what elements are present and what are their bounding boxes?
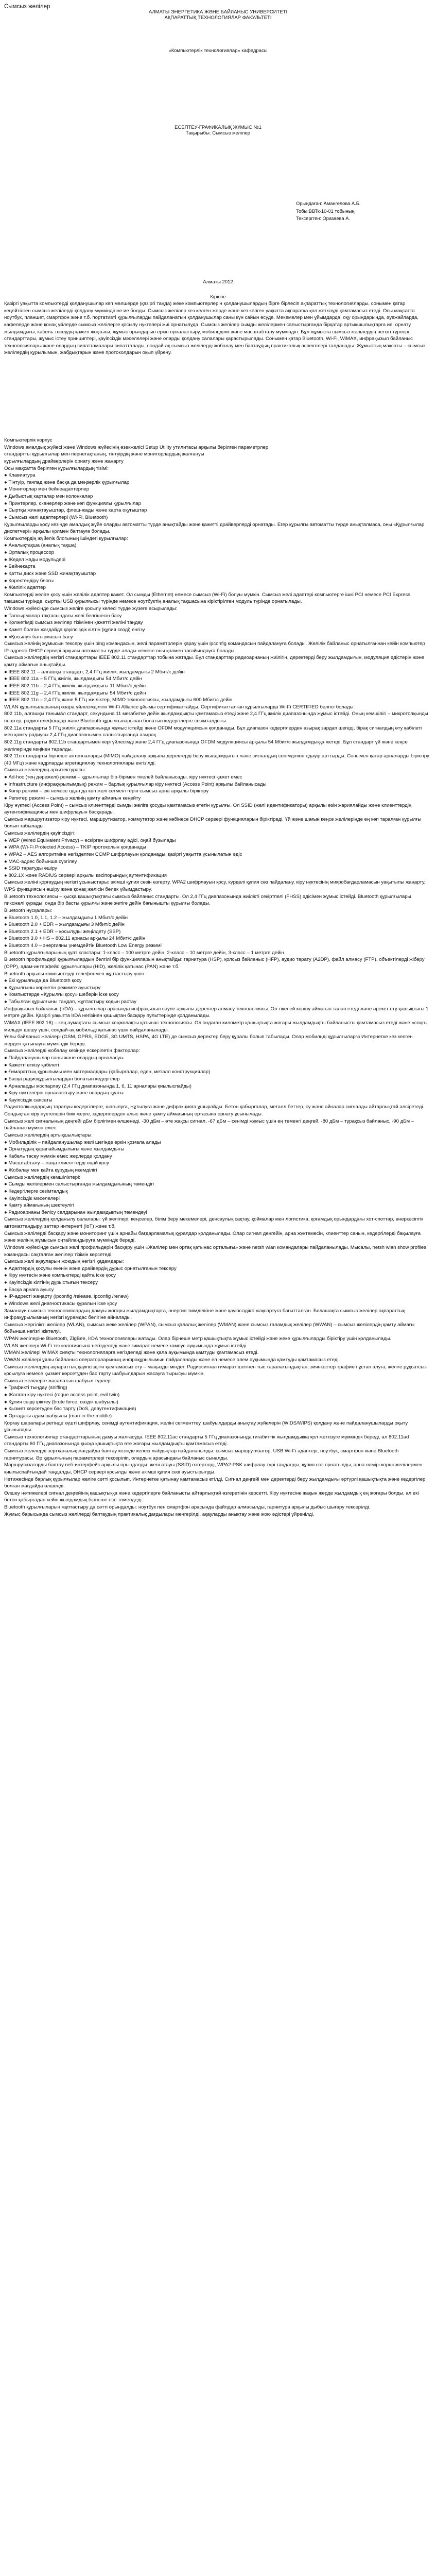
university-header [0, 9, 436, 21]
author-group: Тобы:ВВТк-10-01 тобының [296, 208, 355, 214]
intro-text: Қазіргі уақытта компьютерді қолданушылар көп мөлшерде (қазіргі таңда) жеке компьютерлерін қолданушылардың бірге бірлесіп ақпараттық технологияларды, сонымен қатар кеңейтілген сымсыз желілерді қолдану мүмкіндігіне ие болды. Сымсыз желілер кез келген жерде және кез келген уақытта ақпаратқа қол жеткізуді қамтамасыз етеді. Осы мақсатта ноутбук, планшет, смартфон және т.б. портативті құрылғыларды пайдаланатын қолданушылар саны күн сайын өсуде. Мекемелер мен ұйымдарда, оқу орындарында, әуежайларда, кафелерде және қонақ үйлерде сымсыз желілерге қосылу нүктелері жиі орнатылуда. Сымсыз желілер сымды желілермен салыстырғанда бірқатар артықшылықтарға ие: орнату жылдамдығы, кабель төсеудің қажеті жоқтығы, жұмыс орындарын еркін орналастыру, мобильділік және масштабталу мүмкіндігі. Бұл жұмыста сымсыз желілердің негізгі түрлері, стандарттары, жұмыс істеу принциптері, қауіпсіздік мәселелері және оларды қолдану салалары қарастырылады. Сонымен қатар Bluetooth, Wi-Fi, WiMAX, инфрақызыл байланыс технологиялары және олардың сипаттамалары сипатталады, сондай-ақ сымсыз желілерді жобалау мен баптаудың практикалық аспектілері талданады. Жұмыстың мақсаты – сымсыз желілердің құрылымын, жабдықтарын және протоколдарын оқып үйрену. [4, 301, 427, 356]
work-type: ЕСЕПТЕУ-ГРАФИКАЛЫҚ ЖҰМЫС №1 [175, 125, 261, 130]
author-performer: Орындаған: Амангелова А.Б. [296, 201, 361, 206]
document-title: Сымсыз желілер [4, 4, 50, 10]
work-topic: Тақырыбы: Сымсыз желілер [185, 130, 251, 136]
city-year: Алматы 2012 [203, 279, 233, 285]
main-body-text: Компьютерлік корпус Windows амалдық жүйесі және Windows жүйесінің өзекжелісі Setup Utility утилитасы арқылы берілген параметрлер стандартты құрылғылар мен пернетақтаның, тінтуірдің және мониторлардың жалғануы құрылғылардың драйверлерін орнату және жаңарту Осы мақсатта берілген құрылғылардың тізімі: ● Клавиатура ● Тінтуір, тачпад және басқа да меңзерлік құрылғылар ● Мониторлар мен бейнеадаптерлер ● Дыбыстық карталар мен колонкалар ● Принтерлер, сканерлер және көп функциялы құрылғылар ● Сыртқы жинақтауыштар, флеш-жады және карта оқуғыштар ● Сымсыз желі адаптерлері (Wi-Fi, Bluetooth) Құрылғыларды қосу кезінде амалдық жүйе оларды автоматты түрде анықтайды және қажетті драйверлерді орнатады. Егер құрылғы автоматты түрде анықталмаса, оны «Құрылғылар диспетчері» арқылы қолмен баптауға болады. Компьютердің жүйелік блогының ішіндегі құрылғылар: ● Аналықтақша (аналық тақша) ● Орталық процессор ● Жедел жады модульдері ● Бейнекарта ● Қатты диск және SSD жинақтауыштар ● Қоректендіру блогы ● Желілік адаптер Компьютерді желіге қосу үшін желілік адаптер қажет. Ол сымды (Ethernet) немесе сымсыз (Wi-Fi) болуы мүмкін. Сымсыз желі адаптері компьютерге ішкі PCI немесе PCI Express тақшасы түрінде, сыртқы USB құрылғысы түрінде немесе ноутбуктің аналық тақшасына кіріктірілген модуль түрінде орнатылады. Windows жүйесінде сымсыз желіге қосылу келесі түрде жүзеге асырылады: ● Тапсырмалар тақтасындағы желі белгішесін басу ● Қолжетімді сымсыз желілер тізімінен қажетті желіні таңдау ● Қажет болған жағдайда қауіпсіздік кілтін (құпия сөзді) енгізу ● «Қосылу» батырмасын басу Сымсыз желінің жұмысын тексеру үшін ping командасын, желі параметрлерін қарау үшін ipconfig командасын пайдалануға болады. Желілік байланыс орнатылғаннан кейін компьютер IP-адресті DHCP сервері арқылы автоматты түрде алады немесе оны қолмен тағайындауға болады. Сымсыз желілердің негізгі стандарттары IEEE 802.11 стандарттар тобына жатады. Бұл стандарттар радиоарнаның жиілігін, деректерді беру жылдамдығын, модуляция әдістерін және қамту аймағын анықтайды. ● IEEE 802.11 – алғашқы стандарт, 2,4 ГГц жиілік, жылдамдығы 2 Мбит/с дейін ● IEEE 802.11a – 5 ГГц жиілік, жылдамдығы 54 Мбит/с дейін ● IEEE 802.11b – 2,4 ГГц жиілік, жылдамдығы 11 Мбит/с дейін ● IEEE 802.11g – 2,4 ГГц жиілік, жылдамдығы 54 Мбит/с дейін ● IEEE 802.11n – 2,4 ГГц және 5 ГГц жиіліктер, MIMO технологиясы, жылдамдығы 600 Мбит/с дейін WLAN құрылғыларының өзара үйлесімділігін Wi-Fi Alliance ұйымы сертификаттайды. Сертификатталған құрылғыларда Wi-Fi CERTIFIED белгісі болады. 802.11b, алғашқы таныма́л стандарт, секундына 11 мегабитке дейін жылдамдықты қамтамасыз етеді және 2,4 ГГц жиілік диапазонында жұмыс істейді. Оның кемшілігі – микротолқынды пештер, радиотелефондар және Bluetooth құрылғыларынан болатын кедергілерге сезімталдығы. 802.11a стандарты 5 ГГц жиілік диапазонында жұмыс істейді және OFDM модуляциясын қолданады. Бұл диапазон кедергілерден азырақ зардап шегеді, бірақ сигналдың өту қабілеті мен қамту радиусы 2,4 ГГц диапазонымен салыстырғанда азырақ. 802.11g стандарты 802.11b стандартымен кері үйлесімді және 2,4 ГГц диапазонында OFDM модуляциясы арқылы 54 Мбит/с жылдамдыққа жетеді. Бұл стандарт үй және кеңсе желілерінде кеңінен таралды. 802.11n стандарты бірнеше антенналарды (MIMO) пайдалану арқылы деректерді беру жылдамдығын және сигналдың сенімділігін едәуір арттырды. Сонымен қатар арналарды біріктіру (40 МГц) және кадрларды агрегациялау технологиялары енгізілді. Сымсыз желілердің архитектурасы: ● Ad-hoc (тең дәрежелі) режимі – құрылғылар бір-бірімен тікелей байланысады, кіру нүктесі қажет емес ● Infrastructure (инфрақұрылымдық) режим – барлық құрылғылар кіру нүктесі (Access Point) арқылы байланысады ● Көпір режимі – екі немесе одан да көп желі сегменттерін сымсыз арна арқылы біріктіру ● Репитер режимі – сымсыз желінің қамту аймағын кеңейту Кіру нүктесі (Access Point) – сымсыз клиенттерді сымды желіге қосуды қамтамасыз ететін құрылғы. Ол SSID (желі идентификаторы) арқылы өзін жариялайды және клиенттердің аутентификациясы мен шифрлауын басқарады. Сымсыз маршрутизатор кіру нүктесі, маршрутизатор, коммутатор және көбінесе DHCP сервері функцияларын біріктіреді. Үй және шағын кеңсе желілерінде ең көп таралған құрылғы болып табылады. Сымсыз желілердің қауіпсіздігі: ● WEP (Wired Equivalent Privacy) – ескірген шифрлау әдісі, оңай бұзылады ● WPA (Wi-Fi Protected Access) – TKIP протоколын қолданады ● WPA2 – AES алгоритміне негізделген CCMP шифрлауын қолданады, қазіргі уақытта ұсынылатын әдіс ● MAC-адрес бойынша сүзгілеу ● SSID таратуды өшіру ● 802.1X және RADIUS сервері арқылы кәсіпорындық аутентификация Сымсыз желіні қорғаудың негізгі ұсыныстары: әкімші құпия сөзін өзгерту, WPA2 шифрлауын қосу, күрделі құпия сөз пайдалану, кіру нүктесінің микробағдарламасын уақытылы жаңарту, WPS функциясын өшіру және қонақ желісін бөлек ұйымдастыру. Bluetooth технологиясы – қысқа қашықтықтағы сымсыз байланыс стандарты. Ол 2,4 ГГц диапазонында жиілікті секіртпелі (FHSS) әдісімен жұмыс істейді. Bluetooth құрылғылары пикожелі құрады, онда бір басты құрылғы және жетіге дейін бағынышты құрылғы болады. Bluetooth нұсқалары: ● Bluetooth 1.0, 1.1, 1.2 – жылдамдығы 1 Мбит/с дейін ● Bluetooth 2.0 + EDR – жылдамдығы 3 Мбит/с дейін ● Bluetooth 2.1 + EDR – қосылуды жеңілдету (SSP) ● Bluetooth 3.0 + HS – 802.11 арнасы арқылы 24 Мбит/с дейін ● Bluetooth 4.0 – энергияны үнемдейтін Bluetooth Low Energy режимі Bluetooth құрылғыларының қуат кластары: 1-класс – 100 метрге дейін, 2-класс – 10 метрге дейін, 3-класс – 1 метрге дейін. Bluetooth профильдері құрылғылардың белгілі бір функцияларын анықтайды: гарнитура (HSP), қолсыз байланыс (HFP), аудио тарату (A2DP), файл алмасу (FTP), объектілерді жіберу (OPP), адам-интерфейс құрылғылары (HID), желілік қатынас (PAN) және т.б. Bluetooth арқылы компьютерді телефонмен жұптастыру үшін: ● Екі құрылғыда да Bluetooth қосу ● Құрылғыны көрінетін режимге ауыстыру ● Компьютерде «Құрылғы қосу» шеберін іске қосу ● Табылған құрылғыны таңдап, жұптастыру кодын растау Инфрақызыл байланыс (IrDA) – құрылғылар арасында инфрақызыл сәуле арқылы деректер алмасу технологиясы. Ол тікелей көріну аймағын талап етеді және әрекет ету қашықтығы 1 метрге дейін. Қазіргі уақытта IrDA негізінен қашықтан басқару пульттерінде қолданылады. WiMAX (IEEE 802.16) – кең аумақтағы сымсыз кеңжолақты қатынас технологиясы. Ол ондаған километр қашықтықта жоғары жылдамдықты байланысты қамтамасыз етеді және «соңғы мильді» шешу үшін, сондай-ақ мобильді қатынас үшін пайдаланылады. Ұялы байланыс желілері (GSM, GPRS, EDGE, 3G UMTS, HSPA, 4G LTE) де сымсыз деректер беру құралы болып табылады. Олар мобильді құрылғыларға Интернетке кез келген жерден қатынауға мүмкіндік береді. Сымсыз желілерді жобалау кезінде ескерілетін факторлар: ● Пайдаланушылар саны және олардың орналасуы ● Қажетті өткізу қабілеті ● Ғимараттың құрылымы мен материалдары (қабырғалар, еден, металл конструкциялар) ● Басқа радиоқұрылғылардан болатын кедергілер ● Арналарды жоспарлау (2,4 ГГц диапазонында 1, 6, 11 арналары қиылыспайды) ● Кіру нүктелерін орналастыру және олардың қуаты ● Қауіпсіздік саясаты Радиотолқындардың таралуы кедергілерге, шағылуға, жұтылуға және дифракцияға ұшырайды. Бетон қабырғалар, металл беттер, су және айналар сигналды айтарлықтай әлсіретеді. Сондықтан кіру нүктелерін биік жерге, кедергілерден алыс және қамту аймағының ортасына орнату ұсынылады. Сымсыз желі сигналының деңгейі дБм бірлігімен өлшенеді. -30 дБм – өте жақсы сигнал, -67 дБм – сенімді жұмыс үшін ең төменгі деңгей, -80 дБм – тұрақсыз байланыс, -90 дБм – байланыс мүмкін емес. Сымсыз желілердің артықшылықтары: ● Мобильділік – пайдаланушылар желі шегінде еркін қозғала алады ● Орнатудың қарапайымдылығы және жылдамдығы ● Кабель төсеу мүмкін емес жерлерде қолдану ● Масштабталу – жаңа клиенттерді оңай қосу ● Жобалау мен қайта құрудың икемділігі Сымсыз желілердің кемшіліктері: ● Сымды желілермен салыстырғанда жылдамдығының төмендігі ● Кедергілерге сезімталдық ● Қауіпсіздік мәселелері ● Қамту аймағының шектеулігі ● Радиоарнаны бөлісу салдарынан жылдамдықтың төмендеуі Сымсыз желілердің қолданылу салалары: үй желілері, кеңселер, білім беру мекемелері, денсаулық сақтау, қоймалар мен логистика, қоғамдық орындардағы хот-споттар, өнеркәсіптік автоматтандыру, заттар интернеті (IoT) және т.б. Сымсыз желілерді басқару және мониторинг үшін арнайы бағдарламалық құралдар қолданылады. Олар сигнал деңгейін, арна жүктемесін, клиенттер санын, кедергілерді бақылауға және желінің жұмысын оңтайландыруға мүмкіндік береді. Windows жүйесінде сымсыз желі профильдерін басқару үшін «Желілер мен ортақ қатынас орталығы» және netsh wlan командалары пайдаланылады. Мысалы, netsh wlan show profiles командасы сақталған желілер тізімін көрсетеді. Сымсыз желі ақауларын жоюдың негізгі қадамдары: ● Адаптердің қосулы екенін және драйвердің дұрыс орнатылғанын тексеру ● Кіру нүктесін және компьютерді қайта іске қосу ● Қауіпсіздік кілтінің дұрыстығын тексеру ● Басқа арнаға ауысу ● IP-адресті жаңарту (ipconfig /release, ipconfig /renew) ● Windows желі диагностикасы құралын іске қосу Заманауи сымсыз технологиялардың дамуы жоғары жылдамдықтарға, энергия тиімділігіне және қауіпсіздікті жақсартуға бағытталған. Болашақта сымсыз желілер ақпараттық инфрақұрылымның негізгі құрамдас бөлігіне айналады. Сымсыз жергілікті желілер (WLAN), сымсыз жеке желілер (WPAN), сымсыз қалалық желілер (WMAN) және сымсыз ғаламдық желілер (WWAN) – сымсыз желілердің қамту аймағы бойынша негізгі жіктелуі. WPAN желілеріне Bluetooth, ZigBee, IrDA технологиялары жатады. Олар бірнеше метр қашықтықта жұмыс істейді және жеке құрылғыларды біріктіру үшін қолданылады. WLAN желілері Wi-Fi технологиясына негізделеді және ғимарат немесе кампус ауқымында жұмыс істейді. WMAN желілері WiMAX сияқты технологияларға негізделеді және қала ауқымында қамтуды қамтамасыз етеді. WWAN желілері ұялы байланыс операторларының инфрақұрылымын пайдаланады және ел немесе әлем ауқымында қамтуды қамтамасыз етеді. Сымсыз желілердің ақпараттық қауіпсіздігін қамтамасыз ету – маңызды міндет. Радиосигнал ғимарат шегінен тыс таралатындықтан, зиянкестер трафикті ұстап алуға, желіге рұқсатсыз қосылуға немесе қызмет көрсетуден бас тарту шабуылдарын жасауға тырысуы мүмкін. Сымсыз желілерге жасалатын шабуыл түрлері: ● Трафикті тыңдау (sniffing) ● Жалған кіру нүктесі (rogue access point, evil twin) ● Құпия сөзді іріктеу (brute force, сөздік шабуылы) ● Қызмет көрсетуден бас тарту (DoS, деаутентификация) ● Ортадағы адам шабуылы (man-in-the-middle) Қорғау шаралары ретінде күшті шифрлау, сенімді аутентификация, желіні сегменттеу, шабуылдарды анықтау жүйелерін (WIDS/WIPS) қолдану және пайдаланушыларды оқыту ұсынылады. Сымсыз технологиялар стандарттарының дамуы жалғасуда. IEEE 802.11ac стандарты 5 ГГц диапазонында гигабиттік жылдамдыққа қол жеткізуге мүмкіндік береді, ал 802.11ad стандарты 60 ГГц диапазонында қысқа қашықтықта өте жоғары жылдамдықты қамтамасыз етеді. Сымсыз желілерді зертханалық жағдайда баптау кезінде келесі жабдықтар пайдаланылды: сымсыз маршрутизатор, USB Wi-Fi адаптері, ноутбук, смартфон және Bluetooth гарнитурасы. Әр құрылғының параметрлері тексеріліп, олардың арасындағы байланыс сыналды. Маршрутизаторды баптау веб-интерфейс арқылы орындалды: желі атауы (SSID) өзгертілді, WPA2-PSK шифрлау түрі таңдалды, құпия сөз орнатылды, арна нөмірі көрші желілермен қиылыспайтындай таңдалды, DHCP сервері қосылды және әкімші құпия сөзі ауыстырылды. Нәтижесінде барлық құрылғылар желіге сәтті қосылып, Интернетке қатынау қамтамасыз етілді. Сигнал деңгейі мен деректерді беру жылдамдығы әртүрлі қашықтықта және кедергілер болған жағдайда өлшенді. Өлшеу нәтижелері сигнал деңгейінің қашықтыққа және кедергілерге байланысты айтарлықтай өзгеретінін көрсетті. Кіру нүктесіне жақын жерде жылдамдық ең жоғары болды, ал екі бетон қабырғадан кейін жылдамдық бірнеше есе төмендеді. Bluetooth құрылғыларын жұптастыру да сәтті орындалды: ноутбук пен смартфон арасында файлдар алмасылды, гарнитура арқылы дыбыс шығару тексерілді. Жұмыс барысында сымсыз желілерді баптаудың практикалық дағдылары меңгерілді, ақауларды анықтау және жою әдістері үйренілді. [4, 437, 429, 1517]
faculty-name: АҚПАРАТТЫҚ ТЕХНОЛОГИЯЛАР ФАКУЛЬТЕТІ [164, 15, 272, 21]
university-name: АЛМАТЫ ЭНЕРГЕТИКА ЖӘНЕ БАЙЛАНЫС УНИВЕРСИТЕТІ [148, 9, 288, 15]
work-title-block [0, 125, 436, 136]
intro-heading: Кіріспе [210, 294, 226, 300]
department-name: «Компьютерлік технологиялар» кафедрасы [168, 48, 268, 54]
author-reviewer: Тексергген: Оразаева А. [296, 216, 350, 221]
authors-block [296, 200, 360, 223]
